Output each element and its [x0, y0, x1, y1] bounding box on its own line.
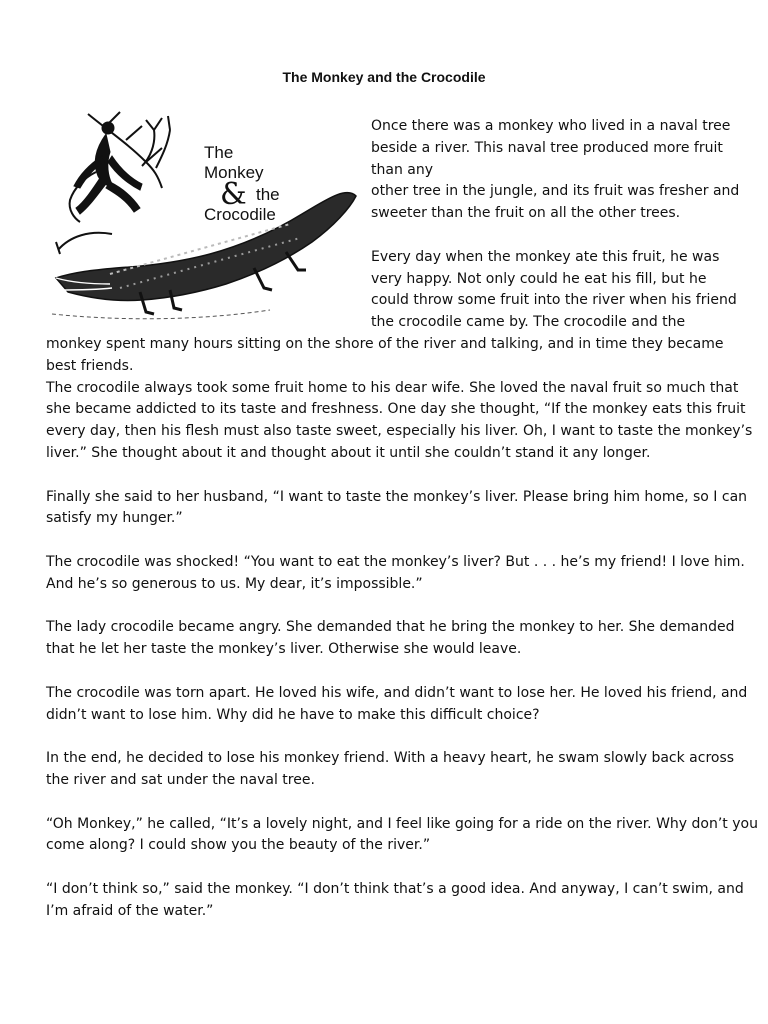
- monkey-crocodile-illustration: [50, 104, 365, 330]
- monkey-drawing: [70, 122, 142, 222]
- body-line: come along? I could show you the beauty of the river.”: [46, 837, 431, 854]
- document-title: The Monkey and the Crocodile: [282, 69, 486, 85]
- column-line: sweeter than the fruit on all the other trees.: [371, 205, 681, 222]
- body-line: [46, 792, 758, 814]
- column-line: very happy. Not only could he eat his fill, but he: [371, 270, 707, 287]
- column-line: than any: [371, 161, 434, 178]
- body-line: The crocodile was shocked! “You want to eat the monkey’s liver? But . . . he’s my friend! I love him.: [46, 553, 745, 570]
- body-line: And he’s so generous to us. My dear, it’s impossible.”: [46, 575, 423, 592]
- logo-ampersand: &: [220, 177, 247, 212]
- body-line: she became addicted to its taste and freshness. One day she thought, “If the monkey eats this fruit: [46, 401, 746, 418]
- body-line: the river and sat under the naval tree.: [46, 771, 315, 788]
- column-line: Once there was a monkey who lived in a naval tree: [371, 118, 731, 134]
- body-line: The lady crocodile became angry. She demanded that he bring the monkey to her. She demanded: [46, 619, 735, 636]
- body-line: “I don’t think so,” said the monkey. “I don’t think that’s a good idea. And anyway, I can’t swim, and: [46, 880, 744, 897]
- intro-column: [371, 116, 739, 334]
- column-line: the crocodile came by. The crocodile and the: [371, 314, 686, 331]
- body-line: didn’t want to lose him. Why did he have to make this difficult choice?: [46, 706, 540, 723]
- body-line: “Oh Monkey,” he called, “It’s a lovely night, and I feel like going for a ride on the river. Why don’t you: [46, 815, 758, 832]
- body-line: The crocodile was torn apart. He loved his wife, and didn’t want to lose her. He loved his friend, and: [46, 684, 748, 701]
- logo-text-the-2: the: [256, 185, 280, 204]
- body-line: In the end, he decided to lose his monkey friend. With a heavy heart, he swam slowly back across: [46, 750, 735, 767]
- body-line: liver.” She thought about it and thought about it until she couldn’t stand it any longer.: [46, 444, 651, 461]
- column-line: [371, 225, 739, 247]
- column-line: could throw some fruit into the river when his friend: [371, 292, 737, 309]
- body-line: [46, 661, 758, 683]
- body-line: every day, then his flesh must also taste sweet, especially his liver. Oh, I want to taste the monkey’s: [46, 423, 753, 440]
- body-line: satisfy my hunger.”: [46, 510, 183, 527]
- body-line: [46, 465, 758, 487]
- body-line: I’m afraid of the water.”: [46, 902, 214, 919]
- body-line: [46, 726, 758, 748]
- column-line: Every day when the monkey ate this fruit, he was: [371, 248, 720, 265]
- logo-text-monkey: Monkey: [204, 163, 264, 182]
- logo-text-the: The: [204, 143, 234, 162]
- story-body: [46, 334, 758, 923]
- body-line: Finally she said to her husband, “I want to taste the monkey’s liver. Please bring him home, so I can: [46, 488, 748, 505]
- branch-drawing: [56, 112, 170, 254]
- body-line: The crocodile always took some fruit home to his dear wife. She loved the naval fruit so much that: [46, 379, 739, 396]
- body-line: [46, 596, 758, 618]
- column-line: beside a river. This naval tree produced more fruit: [371, 139, 723, 156]
- body-line: best friends.: [46, 357, 134, 374]
- body-line: [46, 530, 758, 552]
- logo-text-crocodile: Crocodile: [204, 205, 276, 224]
- body-line: that he let her taste the monkey’s liver. Otherwise she would leave.: [46, 641, 522, 658]
- column-line: other tree in the jungle, and its fruit was fresher and: [371, 183, 740, 200]
- body-line: monkey spent many hours sitting on the shore of the river and talking, and in time they became: [46, 336, 724, 352]
- body-line: [46, 857, 758, 879]
